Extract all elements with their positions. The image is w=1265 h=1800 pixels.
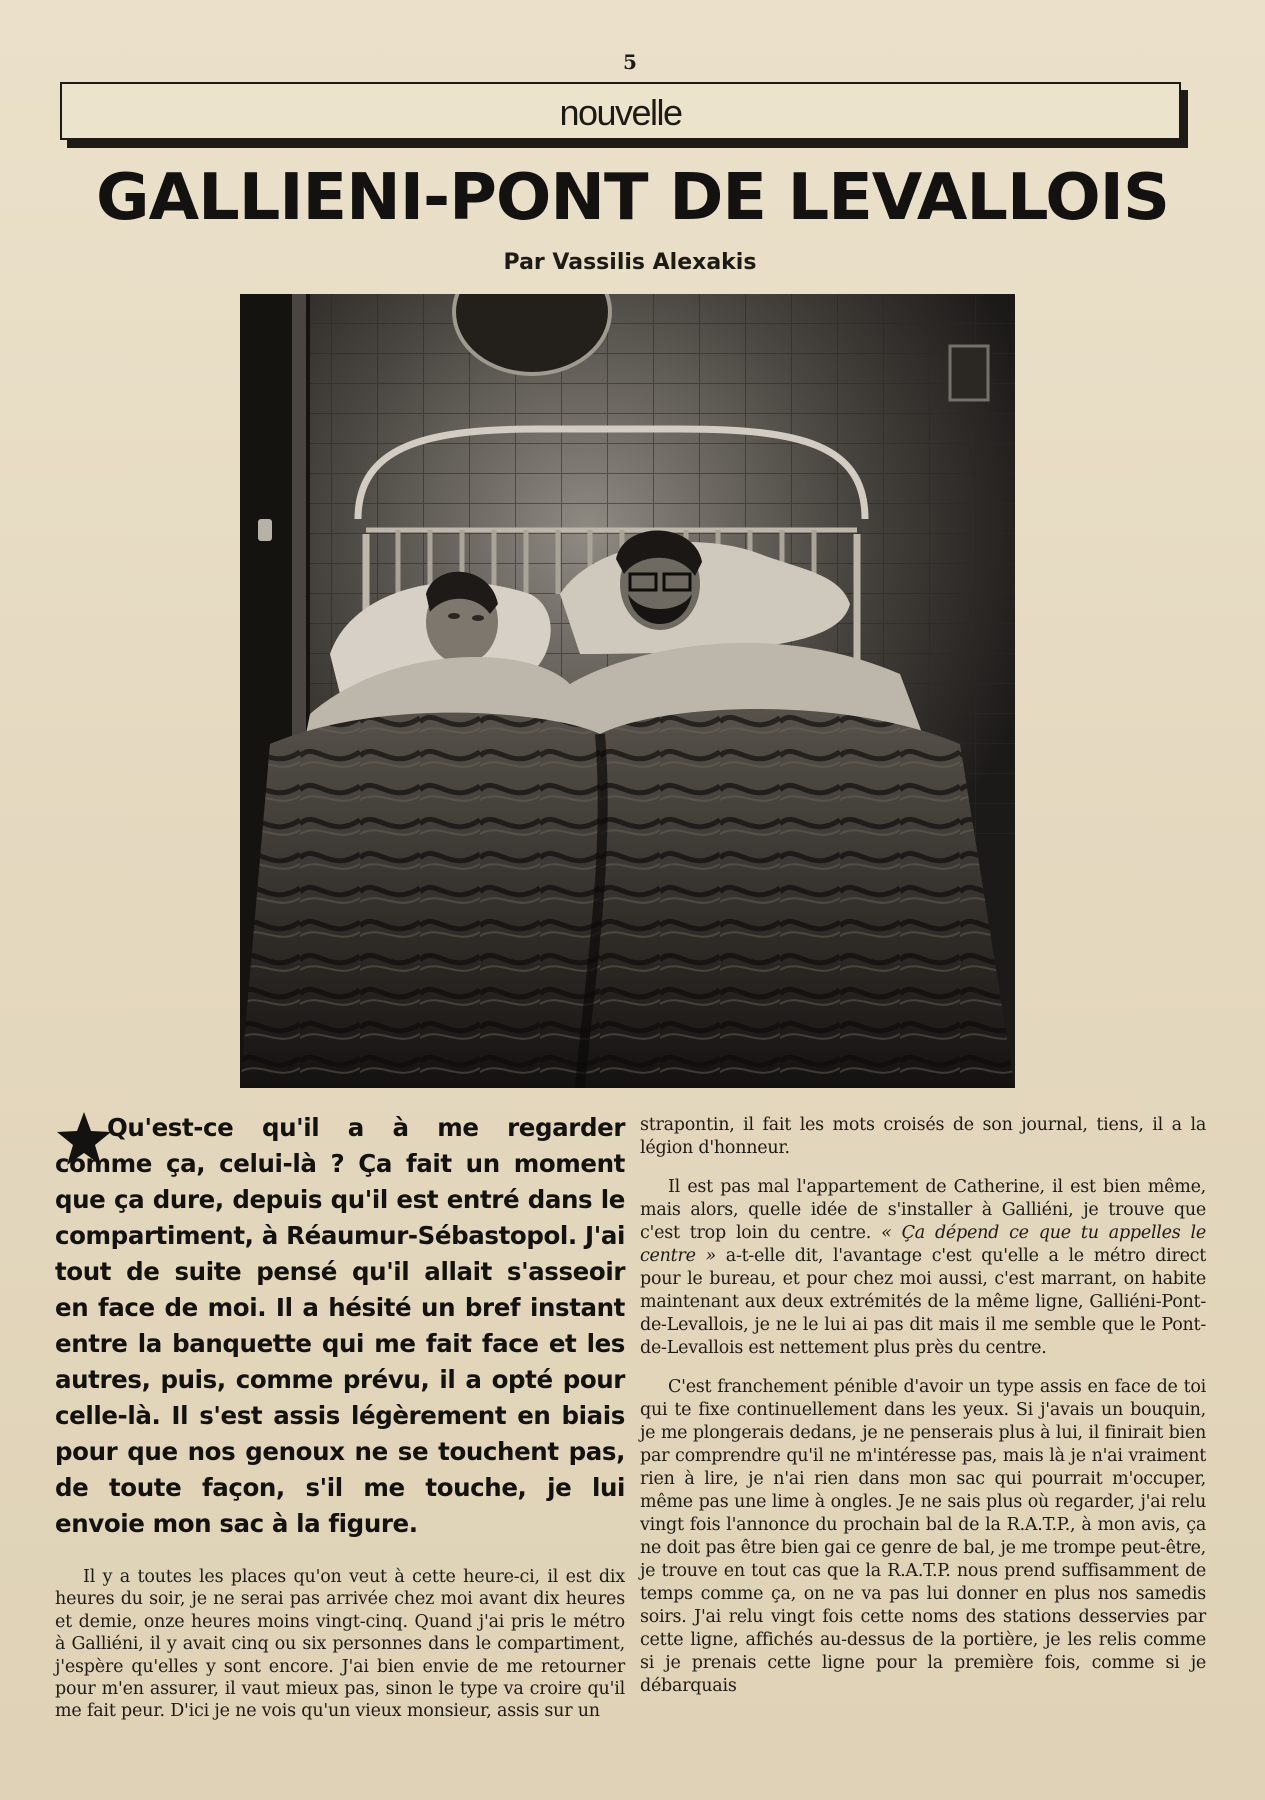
page-number: 5 — [623, 50, 637, 74]
lead-paragraph: Qu'est-ce qu'il a à me regarder comme ça, celui-là ? Ça fait un moment que ça dure, depuis qu'il est entré dans le compartiment, à Réaumur-Sébastopol. J'ai tout de suite pensé qu'il allait s'asseoir en face de moi. Il a hésité un bref instant entre la banquette qui me fait face et les autres, puis, comme prévu, il a opté pour celle-là. Il s'est assis légèrement en biais pour que nos genoux ne se touchent pas, de toute façon, s'il me touche, je lui envoie mon sac à la figure. — [55, 1113, 625, 1538]
section-header-box — [60, 82, 1181, 140]
body-paragraph-3: C'est franchement pénible d'avoir un type assis en face de toi qui te fixe continuellement dans les yeux. Si j'avais un bouquin, je me plongerais dedans, je ne penserais plus à lui, il finirait bien par comprendre qu'il ne m'intéresse pas, mais là je n'ai vraiment rien à lire, je n'ai rien dans mon sac qui pourrait m'occuper, même pas une lime à ongles. Je ne sais plus où regarder, j'ai relu vingt fois l'annonce du prochain bal de la R.A.T.P., à mon avis, ça ne doit pas être bien gai ce genre de bal, je me trompe peut-être, je trouve en tout cas que la R.A.T.P. nous prend suffisamment de temps comme ça, on ne va pas lui donner en plus nos samedis soirs. J'ai relu vingt fois cette noms des stations desservies par cette ligne, affichés au-dessus de la portière, je les relis comme si je prenais cette ligne pour la première fois, comme si je débarquais — [640, 1377, 1206, 1696]
body-paragraph-2 — [640, 1176, 1206, 1360]
right-column — [640, 1114, 1206, 1714]
body-paragraph-1: Il y a toutes les places qu'on veut à cette heure-ci, il est dix heures du soir, je ne serai pas arrivée chez moi avant dix heures et demie, onze heures moins vingt-cinq. Quand j'ai pris le métro à Galliéni, il y avait cinq ou six personnes dans le compartiment, j'espère qu'elles y sont encore. J'ai bien envie de me retourner pour m'en assurer, il vaut mieux pas, sinon le type va croire qu'il me fait peur. D'ici je ne vois qu'un vieux monsieur, assis sur un — [55, 1567, 625, 1722]
paragraph-2-text-a: Il est pas mal l'appartement de Catherine, il est bien même, mais alors, quelle idée de s'installer à Galliéni, je trouve que c'est trop loin du centre. — [640, 1177, 1206, 1243]
lead-column — [55, 1110, 625, 1723]
article-photo — [240, 294, 1015, 1088]
article-byline: Par Vassilis Alexakis — [503, 250, 757, 275]
body-paragraph-1-continued: strapontin, il fait les mots croisés de son journal, tiens, il a la légion d'honneur. — [640, 1115, 1206, 1158]
section-label: nouvelle — [559, 92, 682, 133]
article-title: GALLIENI-PONT DE LEVALLOIS — [96, 161, 1169, 235]
paragraph-2-text-b: a-t-elle dit, l'avantage c'est qu'elle a le métro direct pour le bureau, et pour chez moi aussi, c'est marrant, on habite maintenant aux deux extrémités de la même ligne, Galliéni-Pont-de-Levallois, je ne le lui ai pas dit mais il me semble que le Pont-de-Levallois est nettement plus près du centre. — [640, 1246, 1207, 1358]
star-icon — [55, 1110, 113, 1168]
paragraph-2-quote: « Ça dépend ce que tu appelles le centre » — [640, 1223, 1206, 1266]
photo-two-people-in-bed-icon — [240, 294, 1015, 1088]
